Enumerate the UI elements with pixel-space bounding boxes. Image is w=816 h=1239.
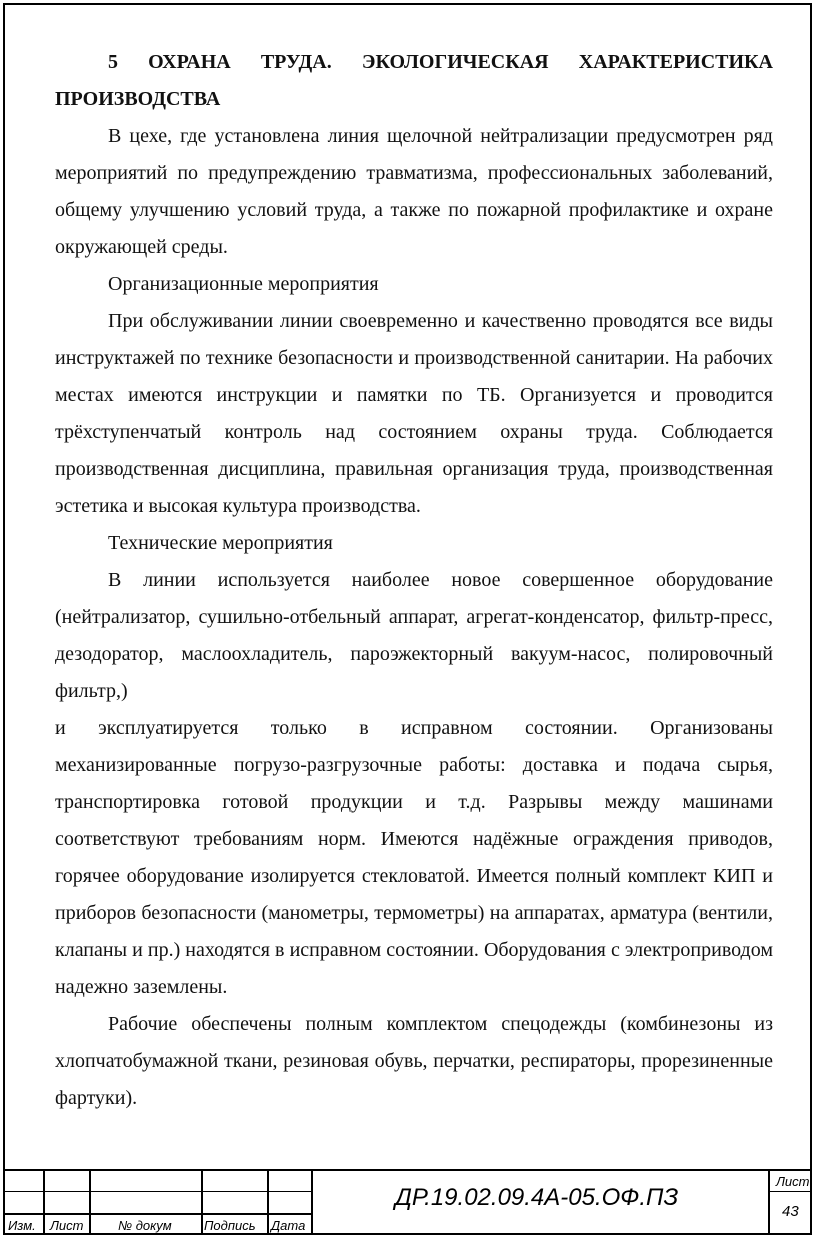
document-body [55, 44, 773, 1117]
title-block-col-line [89, 1169, 91, 1235]
col-doc-label: № докум [118, 1218, 172, 1233]
paragraph-organizational: При обслуживании линии своевременно и качественно проводятся все виды инструктажей по технике безопасности и производственной санитарии. На рабочих местах имеются инструкции и памятки по ТБ. Организуется и проводится трёхступенчатый контроль над состоянием охраны труда. Соблюдается производственная дисциплина, правильная организация труда, производственная эстетика и высокая культура производства. [55, 310, 773, 517]
col-sign-label: Подпись [204, 1218, 256, 1233]
title-block-col-line [201, 1169, 203, 1235]
subheading-organizational: Организационные мероприятия [108, 273, 379, 295]
col-date-label: Дата [271, 1218, 306, 1233]
title-block-col-line [267, 1169, 269, 1235]
title-block [3, 1169, 812, 1235]
paragraph-equipment: В линии используется наиболее новое совершенное оборудование (нейтрализатор, сушильно-отбельный аппарат, агрегат-конденсатор, фильтр-пресс, дезодоратор, маслоохладитель, пароэжекторный вакуум-насос, полировочный фильтр,) [55, 569, 773, 702]
col-list-label: Лист [50, 1218, 84, 1233]
section-heading: 5 ОХРАНА ТРУДА. ЭКОЛОГИЧЕСКАЯ ХАРАКТЕРИСТИКА ПРОИЗВОДСТВА [55, 51, 773, 110]
title-block-top-border [3, 1169, 812, 1171]
document-code: ДР.19.02.09.4А-05.ОФ.ПЗ [395, 1184, 679, 1211]
title-block-col-line [768, 1169, 770, 1235]
title-block-col-line [43, 1169, 45, 1235]
subheading-technical: Технические мероприятия [108, 532, 333, 554]
sheet-number: 43 [782, 1203, 799, 1220]
sheet-label: Лист [776, 1174, 810, 1189]
paragraph-intro: В цехе, где установлена линия щелочной нейтрализации предусмотрен ряд мероприятий по предупреждению травматизма, профессиональных заболеваний, общему улучшению условий труда, а также по пожарной профилактике и охране окружающей среды. [55, 125, 773, 258]
paragraph-protective-clothing: Рабочие обеспечены полным комплектом спецодежды (комбинезоны из хлопчатобумажной ткани, резиновая обувь, перчатки, респираторы, прорезиненные фартуки). [55, 1013, 773, 1109]
sheet-cell-divider [768, 1191, 812, 1192]
col-izm-label: Изм. [8, 1218, 36, 1233]
paragraph-operation: и эксплуатируется только в исправном состоянии. Организованы механизированные погрузо-разгрузочные работы: доставка и подача сырья, транспортировка готовой продукции и т.д. Разрывы между машинами соответствуют требованиям норм. Имеются надёжные ограждения приводов, горячее оборудование изолируется стекловатой. Имеется полный комплект КИП и приборов безопасности (манометры, термометры) на аппаратах, арматура (вентили, клапаны и пр.) находятся в исправном состоянии. Оборудования с электроприводом надежно заземлены. [55, 717, 773, 998]
title-block-col-line [311, 1169, 313, 1235]
